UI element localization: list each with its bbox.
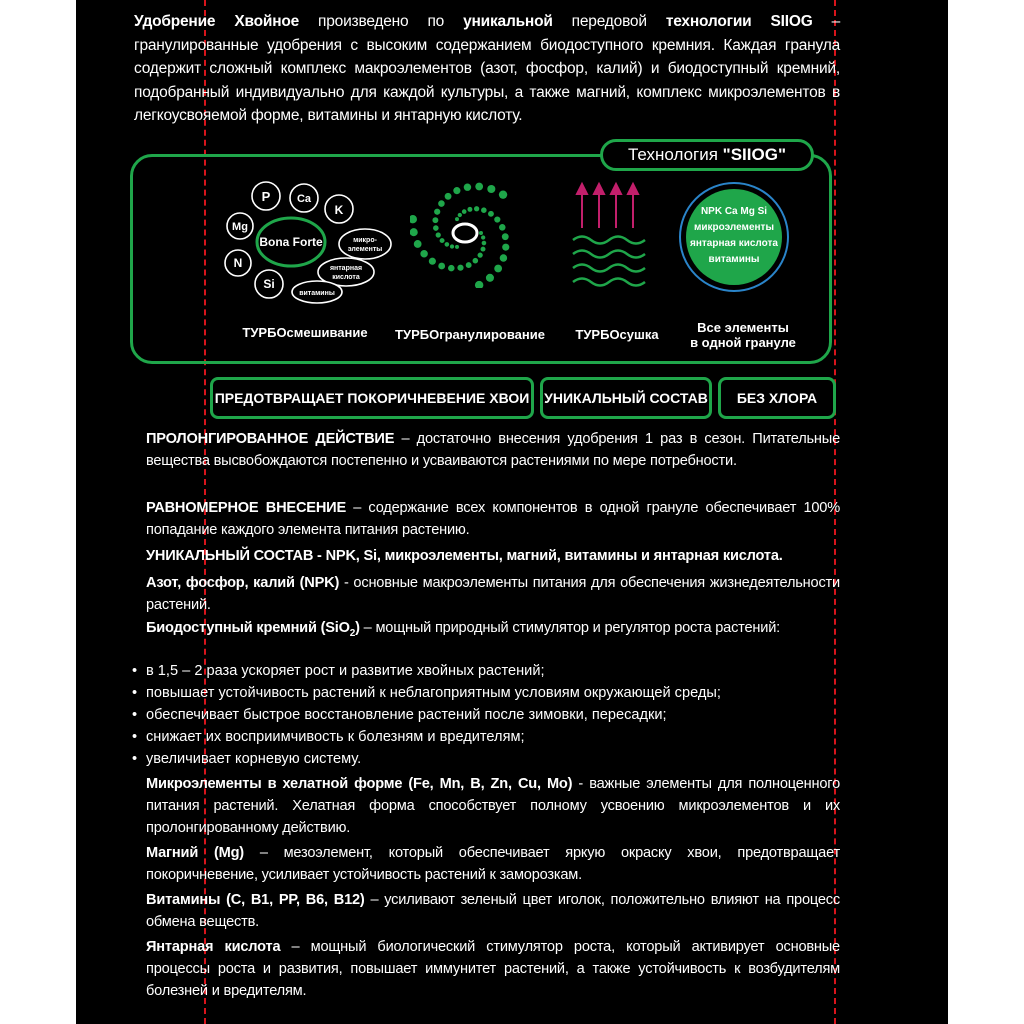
intro-bold-unique: уникальной	[463, 13, 553, 30]
para-even-title: РАВНОМЕРНОЕ ВНЕСЕНИЕ	[146, 500, 346, 516]
bullet-text: снижает их восприимчивость к болезням и вредителям;	[146, 729, 525, 745]
bullet-text: обеспечивает быстрое восстановление растений после зимовки, пересадки;	[146, 707, 667, 723]
bullet-text: увеличивает корневую систему.	[146, 751, 362, 767]
spiral-granule-dot	[455, 217, 459, 221]
para-succinic-acid-text: – мощный биологический стимулятор роста, который активирует основные процессы роста и развития, повышает иммунитет растений, а также устойчивость к возбудителям болезней и вредителям.	[146, 939, 840, 999]
spiral-granule-dot	[462, 209, 467, 214]
spiral-granule-dot	[475, 281, 483, 288]
bubble-amber-line1: янтарная	[329, 265, 363, 272]
bubble-micro-line1: микро-	[353, 237, 377, 244]
bubble-k-label: K	[334, 203, 344, 217]
spiral-granule-dot	[445, 242, 450, 247]
caption-granulating: ТУРБОгранулирование	[395, 327, 545, 342]
spiral-granule-dot	[494, 265, 502, 273]
spiral-granule-dot	[436, 232, 441, 237]
intro-paragraph	[134, 10, 840, 128]
caption-mixing: ТУРБОсмешивание	[242, 325, 368, 340]
spiral-granule-dot	[467, 207, 472, 212]
caption-drying: ТУРБОсушка	[575, 327, 659, 342]
bubble-amber-line2: кислота	[332, 274, 360, 281]
spiral-granule-dot	[475, 183, 483, 191]
para-even	[146, 497, 840, 541]
badge-name: "SIIOG"	[722, 145, 787, 164]
bubble-si-label: Si	[263, 277, 275, 291]
spiral-granule-dot	[499, 190, 507, 198]
granule-line-3: янтарная кислота	[690, 238, 778, 249]
bubble-mg-label: Mg	[232, 221, 248, 233]
bullet-item: • обеспечивает быстрое восстановление растений после зимовки, пересадки;	[132, 707, 667, 723]
spiral-granule-dot	[478, 253, 483, 258]
spiral-granule-dot	[440, 238, 445, 243]
spiral-granule-dot	[438, 200, 445, 207]
bullet-item: • повышает устойчивость растений к неблагоприятным условиям окружающей среды;	[132, 685, 721, 701]
bullet-item: • увеличивает корневую систему.	[132, 751, 362, 767]
spiral-granule-dot	[438, 263, 445, 270]
spiral-granule-dot	[458, 213, 462, 217]
para-succinic-acid-title: Янтарная кислота	[146, 939, 281, 955]
spiral-granule-dot	[420, 250, 427, 257]
spiral-granule-dot	[429, 258, 436, 265]
para-even-text: – содержание всех компонентов в одной грануле обеспечивает 100% попадание каждого элемента питания растению.	[146, 500, 840, 538]
bubble-micro-line2: элементы	[347, 246, 383, 253]
spiral-granule-dot	[499, 224, 506, 231]
para-silicon	[146, 617, 840, 645]
intro-text-3: – гранулированные удобрения с высоким содержанием биодоступного кремния. Каждая гранула содержит сложный комплекс макроэлементов (азот, фосфор, калий) и биодоступный кремний, подобранный индивидуально для каждой культуры, а также магний, комплекс микроэлементов в легкоусвояемой форме, витамины и янтарную кислоту.	[134, 13, 840, 124]
spiral-granule-dot	[434, 209, 440, 215]
spiral-granule-dot	[482, 241, 487, 246]
turbo-mixing-diagram	[222, 176, 392, 310]
spiral-granule-dot	[474, 206, 479, 211]
spiral-granule-dot	[466, 262, 472, 268]
pill-unique-composition: УНИКАЛЬНЫЙ СОСТАВ	[540, 377, 712, 419]
bullet-text: в 1,5 – 2 раза ускоряет рост и развитие хвойных растений;	[146, 663, 545, 679]
spiral-core	[453, 224, 477, 242]
bubble-vitamins-label: витамины	[299, 290, 335, 297]
para-silicon-subscript: 2	[349, 627, 356, 639]
spiral-granule-dot	[457, 265, 463, 271]
spiral-granule-dot	[481, 247, 486, 252]
para-vitamins-text: – усиливают зеленый цвет иголок, положительно влияют на процесс обмена веществ.	[146, 892, 840, 930]
para-silicon-title-end: )	[355, 620, 360, 636]
pill-prevents-browning: ПРЕДОТВРАЩАЕТ ПОКОРИЧНЕВЕНИЕ ХВОИ	[210, 377, 534, 419]
para-microelements-title: Микроэлементы в хелатной форме (Fe, Mn, B, Zn, Cu, Mo)	[146, 776, 573, 792]
intro-text-2: передовой	[552, 13, 666, 30]
caption-all-in-one	[678, 320, 808, 350]
spiral-granule-dot	[410, 228, 418, 236]
para-microelements-text: - важные элементы для полноценного питания растений. Хелатная форма способствует полному усвоению микроэлементов и их пролонгированному действию.	[146, 776, 840, 836]
spiral-granule-dot	[479, 231, 483, 235]
spiral-granule-dot	[445, 193, 452, 200]
badge-prefix: Технология	[627, 145, 723, 164]
para-prolonged	[146, 428, 840, 472]
para-vitamins	[146, 889, 840, 933]
turbo-granulating-spiral	[410, 178, 520, 288]
bubble-p-label: P	[261, 189, 271, 204]
intro-text-1: произведено по	[299, 13, 464, 30]
spiral-granule-dot	[502, 244, 509, 251]
para-microelements	[146, 773, 840, 839]
spiral-granule-dot	[494, 216, 500, 222]
spiral-granule-dot	[464, 183, 471, 190]
para-silicon-title: Биодоступный кремний (SiO	[146, 620, 350, 636]
spiral-granule-dot	[488, 211, 494, 217]
para-magnesium-text: – мезоэлемент, который обеспечивает яркую окраску хвои, предотвращает покоричневение, усиливает устойчивость растений к заморозкам.	[146, 845, 841, 883]
bona-forte-label: Bona Forte	[259, 235, 323, 249]
granule-line-4: витамины	[708, 254, 760, 265]
bullet-text: повышает устойчивость растений к неблагоприятным условиям окружающей среды;	[146, 685, 721, 701]
spiral-granule-dot	[414, 240, 422, 248]
spiral-granule-dot	[473, 258, 479, 264]
spiral-granule-dot	[455, 245, 459, 249]
para-silicon-text: – мощный природный стимулятор и регулятор роста растений:	[359, 620, 781, 636]
bubble-micro	[339, 229, 391, 259]
intro-product-name: Удобрение Хвойное	[134, 13, 300, 30]
spiral-granule-dot	[502, 233, 509, 240]
technology-badge	[600, 139, 814, 171]
spiral-granule-dot	[433, 225, 439, 231]
para-prolonged-text: – достаточно внесения удобрения 1 раз в сезон. Питательные вещества высвобождаются постепенно и усваиваются растениями по мере потребности.	[146, 431, 840, 469]
bullet-item: • снижает их восприимчивость к болезням и вредителям;	[132, 729, 525, 745]
spiral-granule-dot	[453, 187, 460, 194]
bubble-n-label: N	[233, 256, 243, 270]
bullet-item: • в 1,5 – 2 раза ускоряет рост и развитие хвойных растений;	[132, 663, 545, 679]
granule-line-2: микроэлементы	[694, 222, 774, 233]
para-npk	[146, 572, 840, 616]
spiral-granule-dot	[450, 244, 454, 248]
granule-diagram	[678, 178, 790, 300]
para-npk-text: - основные макроэлементы питания для обеспечения жизнедеятельности растений.	[146, 575, 840, 613]
turbo-drying-diagram	[568, 180, 648, 290]
spiral-granule-dot	[410, 215, 417, 223]
para-magnesium	[146, 842, 840, 886]
spiral-granule-dot	[500, 254, 507, 261]
para-npk-title: Азот, фосфор, калий (NPK)	[146, 575, 340, 591]
pill-chlorine-free: БЕЗ ХЛОРА	[718, 377, 836, 419]
para-vitamins-title: Витамины (C, B1, PP, B6, B12)	[146, 892, 365, 908]
para-succinic-acid	[146, 936, 840, 1002]
para-magnesium-title: Магний (Mg)	[146, 845, 244, 861]
spiral-granule-dot	[481, 207, 487, 213]
bubble-ca-label: Ca	[296, 193, 312, 205]
caption-all-in-one-line2: в одной грануле	[690, 335, 796, 350]
intro-bold-technology: технологии SIIOG	[665, 13, 813, 30]
para-unique: УНИКАЛЬНЫЙ СОСТАВ - NPK, Si, микроэлементы, магний, витамины и янтарная кислота.	[146, 548, 783, 564]
spiral-granule-dot	[481, 235, 485, 239]
spiral-granule-dot	[432, 217, 438, 223]
spiral-granule-dot	[487, 185, 495, 193]
spiral-granule-dot	[448, 265, 455, 272]
granule-line-1: NPK Ca Mg Si	[700, 206, 768, 217]
spiral-granule-dot	[486, 274, 494, 282]
caption-all-in-one-line1: Все элементы	[697, 320, 789, 335]
para-prolonged-title: ПРОЛОНГИРОВАННОЕ ДЕЙСТВИЕ	[146, 431, 395, 447]
